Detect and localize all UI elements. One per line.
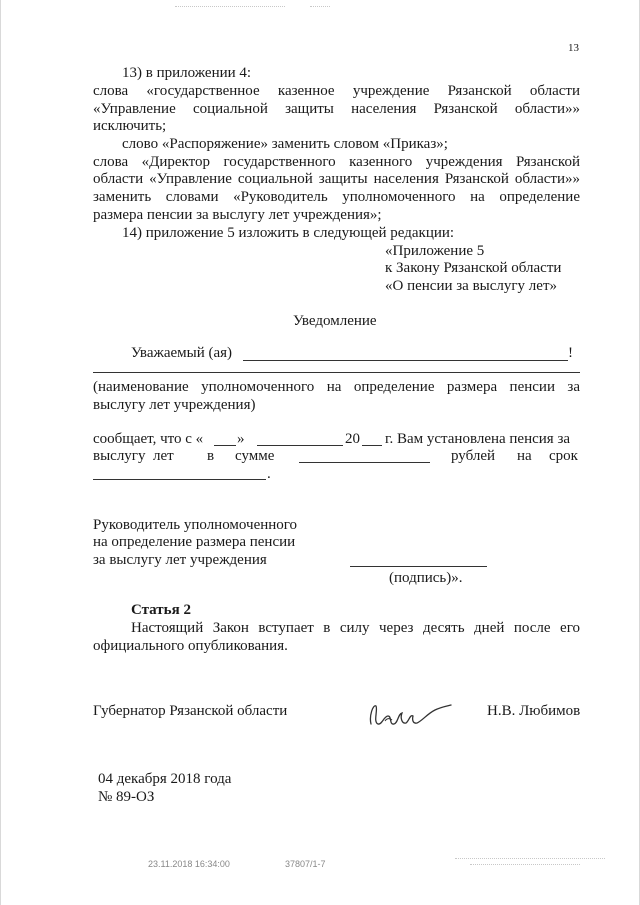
notice-rubles: рублей [451,448,496,464]
scan-noise [455,858,605,859]
notice-period: . [267,466,271,482]
notice-word: лет [153,448,174,464]
paragraph-line: «Управление социальной защиты населения Рязанской области»» [93,101,580,117]
greeting-label: Уважаемый (ая) [131,345,233,361]
signature-blank [350,566,487,567]
signature-image [365,694,455,734]
law-date: 04 декабря 2018 года [98,771,232,787]
article-text: официального опубликования. [93,638,288,654]
paragraph-line: слова «Директор государственного казенного учреждения Рязанской [93,154,580,170]
paragraph-line: заменить словами «Руководитель уполномоченного на определение [93,189,580,205]
page-number: 13 [568,42,579,54]
notice-word: сумме [235,448,275,464]
month-blank [257,445,343,446]
signatory-line: Руководитель уполномоченного [93,517,298,533]
day-blank [214,445,236,446]
article-text: Настоящий Закон вступает в силу через десять дней после его [131,620,580,636]
signatory-line: за выслугу лет учреждения [93,552,267,568]
notice-title: Уведомление [293,313,377,329]
scan-noise [310,6,330,7]
paragraph-line: исключить; [93,118,167,134]
item-14-heading: 14) приложение 5 изложить в следующей редакции: [122,225,455,241]
notice-text-start: сообщает, что с « [93,431,204,447]
amount-blank [299,462,430,463]
recipient-name-line [243,360,568,361]
governor-title: Губернатор Рязанской области [93,703,288,719]
scan-noise [470,864,580,865]
notice-word: в [207,448,215,464]
paragraph-line: области «Управление социальной защиты населения Рязанской области»» [93,171,580,187]
item-13-heading: 13) в приложении 4: [122,65,252,81]
footer-timestamp: 23.11.2018 16:34:00 [148,859,230,869]
organization-name-line [93,372,580,373]
notice-quote-close: » [237,431,245,447]
organization-caption: выслугу лет учреждения) [93,397,256,413]
signatory-line: на определение размера пенсии [93,534,296,550]
article-title: Статья 2 [131,602,191,618]
footer-code: 37807/1-7 [285,859,326,869]
organization-caption: (наименование уполномоченного на определение размера пенсии за [93,379,580,395]
paragraph-line: слово «Распоряжение» заменить словом «Приказ»; [122,136,448,152]
scan-edge-left [0,0,1,905]
law-number: № 89-ОЗ [98,789,155,805]
greeting-exclamation: ! [568,345,573,361]
term-blank [93,479,266,480]
governor-name: Н.В. Любимов [487,703,581,719]
appendix-header-line: «О пенсии за выслугу лет» [385,278,557,294]
notice-text-end: г. Вам установлена пенсия за [385,431,571,447]
notice-na: на [517,448,532,464]
notice-srok: срок [549,448,578,464]
signature-caption: (подпись)». [389,570,463,586]
appendix-header-line: «Приложение 5 [385,243,485,259]
year-blank [362,445,382,446]
notice-word: выслугу [93,448,146,464]
paragraph-line: размера пенсии за выслугу лет учреждения»; [93,207,382,223]
appendix-header-line: к Закону Рязанской области [385,260,562,276]
notice-year-prefix: 20 [345,431,360,447]
paragraph-line: слова «государственное казенное учреждение Рязанской области [93,83,580,99]
scan-noise [175,6,285,7]
